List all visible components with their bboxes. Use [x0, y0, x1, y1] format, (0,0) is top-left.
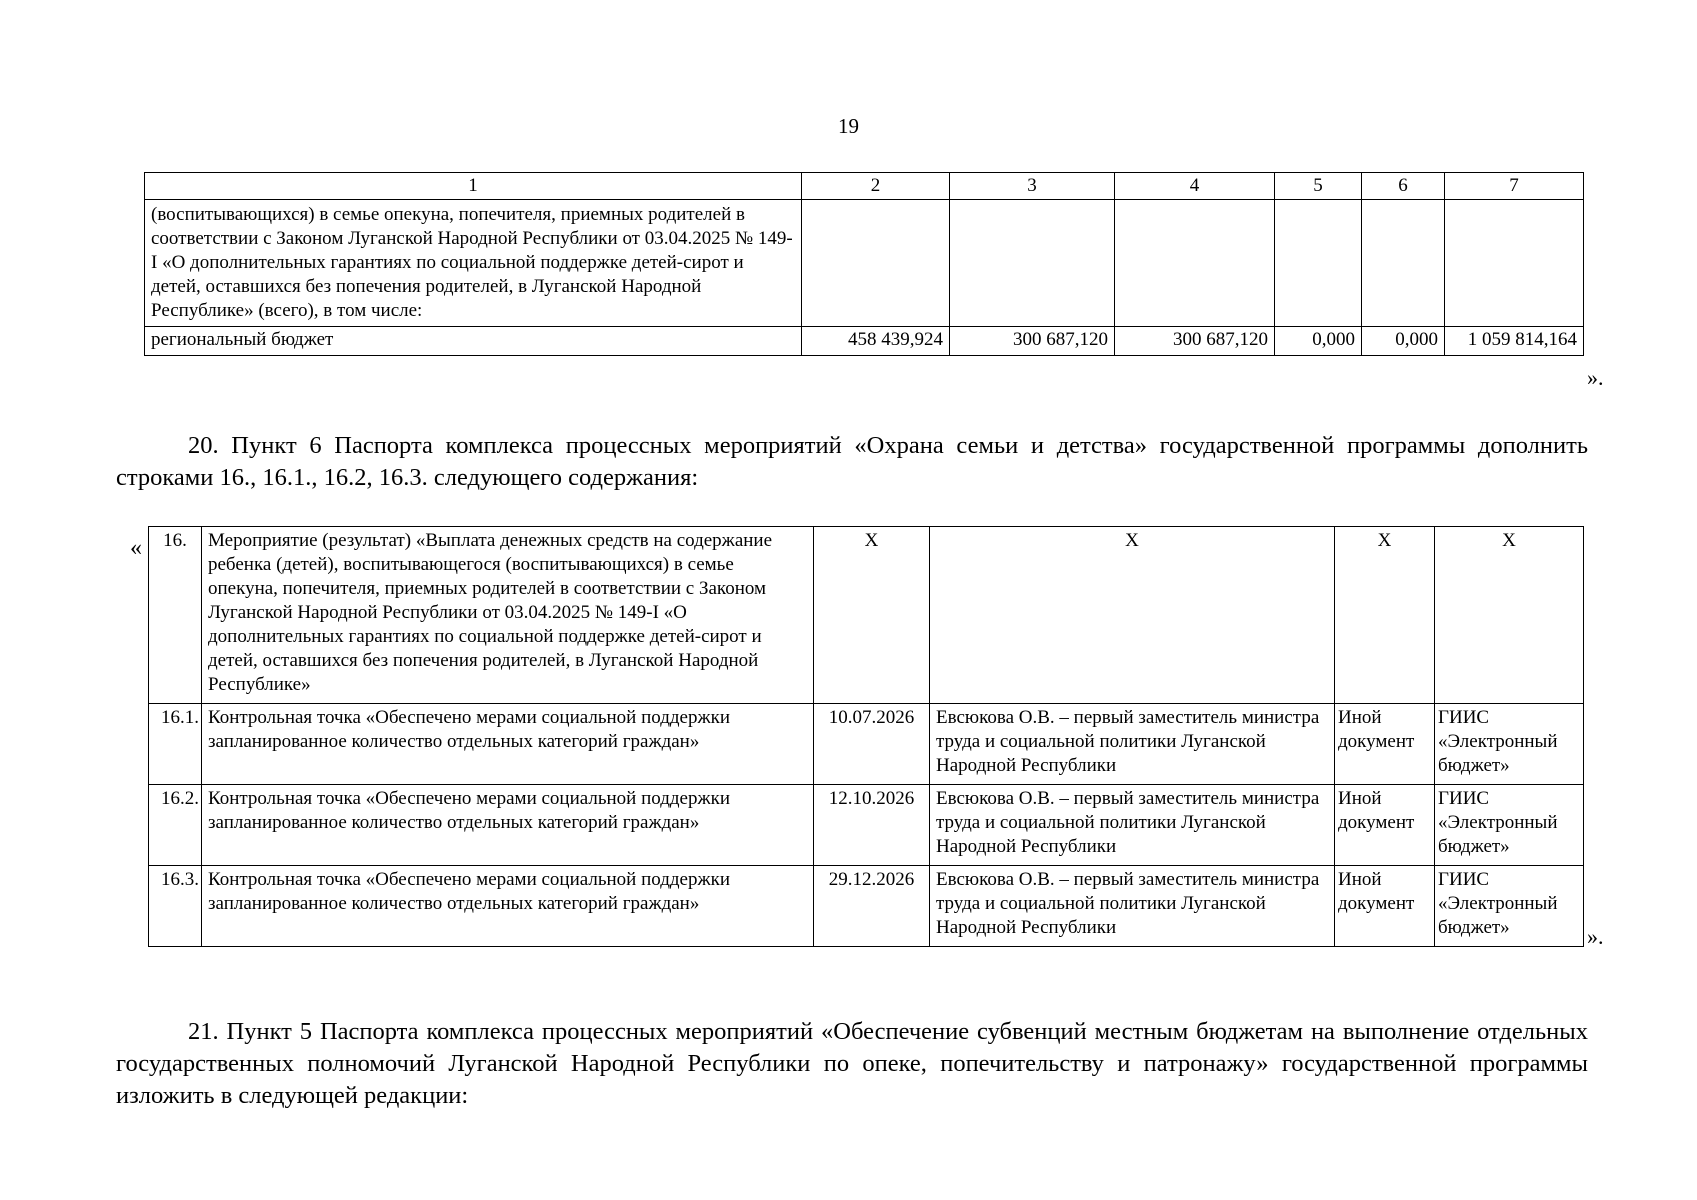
closing-quote: ».	[1587, 924, 1604, 949]
row-date: 12.10.2026	[814, 785, 930, 866]
header-cell: 5	[1275, 173, 1362, 200]
row-number: 16.3.	[149, 866, 202, 947]
header-cell: 7	[1445, 173, 1584, 200]
paragraph-21	[116, 1016, 1588, 1112]
row-document: X	[1335, 527, 1435, 704]
row-text: Мероприятие (результат) «Выплата денежных средств на содержание ребенка (детей), воспитывающегося (воспитывающихся) в семье опекуна, попечителя, приемных родителей в соответствии с Законом Луганской Народной Республики от 03.04.2025 № 149-I «О дополнительных гарантиях по социальной поддержке детей-сирот и детей, оставшихся без попечения родителей, в Луганской Народной Республике»	[202, 527, 814, 704]
row-text: Контрольная точка «Обеспечено мерами социальной поддержки запланированное количество отдельных категорий граждан»	[202, 785, 814, 866]
header-cell: 4	[1115, 173, 1275, 200]
row-label: (воспитывающихся) в семье опекуна, попечителя, приемных родителей в соответствии с Законом Луганской Народной Республики от 03.04.2025 № 149-I «О дополнительных гарантиях по социальной поддержке детей-сирот и детей, оставшихся без попечения родителей, в Луганской Народной Республике» (всего), в том числе:	[145, 200, 802, 327]
row-responsible: Евсюкова О.В. – первый заместитель министра труда и социальной политики Луганской Народной Республики	[930, 866, 1335, 947]
value-cell: 1 059 814,164	[1445, 327, 1584, 356]
row-responsible: Евсюкова О.В. – первый заместитель министра труда и социальной политики Луганской Народной Республики	[930, 785, 1335, 866]
value-cell	[1445, 200, 1584, 327]
measures-table	[148, 526, 1584, 947]
row-document: Иной документ	[1335, 866, 1435, 947]
row-system: ГИИС «Электронный бюджет»	[1435, 866, 1584, 947]
row-number: 16.1.	[149, 704, 202, 785]
row-number: 16.	[149, 527, 202, 704]
row-system: ГИИС «Электронный бюджет»	[1435, 785, 1584, 866]
header-cell: 6	[1362, 173, 1445, 200]
value-cell: 0,000	[1275, 327, 1362, 356]
funding-table	[144, 172, 1584, 356]
table-row	[149, 866, 1584, 947]
opening-quote: «	[130, 535, 142, 561]
row-system: ГИИС «Электронный бюджет»	[1435, 704, 1584, 785]
row-text: Контрольная точка «Обеспечено мерами социальной поддержки запланированное количество отдельных категорий граждан»	[202, 866, 814, 947]
row-date: 10.07.2026	[814, 704, 930, 785]
row-text: Контрольная точка «Обеспечено мерами социальной поддержки запланированное количество отдельных категорий граждан»	[202, 704, 814, 785]
row-system: X	[1435, 527, 1584, 704]
value-cell: 0,000	[1362, 327, 1445, 356]
row-label: региональный бюджет	[145, 327, 802, 356]
table-row	[145, 200, 1584, 327]
value-cell: 458 439,924	[802, 327, 950, 356]
table-row	[149, 785, 1584, 866]
value-cell: 300 687,120	[950, 327, 1115, 356]
value-cell	[1362, 200, 1445, 327]
table-row	[145, 327, 1584, 356]
table-row	[149, 704, 1584, 785]
paragraph-20-text: 20. Пункт 6 Паспорта комплекса процессных мероприятий «Охрана семьи и детства» государственной программы дополнить строками 16., 16.1., 16.2, 16.3. следующего содержания:	[116, 432, 1588, 491]
page-number: 19	[838, 114, 859, 138]
row-responsible: X	[930, 527, 1335, 704]
row-document: Иной документ	[1335, 704, 1435, 785]
value-cell: 300 687,120	[1115, 327, 1275, 356]
row-responsible: Евсюкова О.В. – первый заместитель министра труда и социальной политики Луганской Народной Республики	[930, 704, 1335, 785]
funding-table-header	[145, 173, 1584, 200]
row-date: 29.12.2026	[814, 866, 930, 947]
closing-quote: ».	[1587, 365, 1604, 390]
header-cell: 2	[802, 173, 950, 200]
value-cell	[1275, 200, 1362, 327]
header-cell: 1	[145, 173, 802, 200]
value-cell	[802, 200, 950, 327]
row-document: Иной документ	[1335, 785, 1435, 866]
value-cell	[1115, 200, 1275, 327]
row-date: X	[814, 527, 930, 704]
paragraph-21-text: 21. Пункт 5 Паспорта комплекса процессных мероприятий «Обеспечение субвенций местным бюджетам на выполнение отдельных государственных полномочий Луганской Народной Республики по опеке, попечительству и патронажу» государственной программы изложить в следующей редакции:	[116, 1018, 1588, 1109]
value-cell	[950, 200, 1115, 327]
table-row	[149, 527, 1584, 704]
paragraph-20	[116, 430, 1588, 494]
header-cell: 3	[950, 173, 1115, 200]
row-number: 16.2.	[149, 785, 202, 866]
